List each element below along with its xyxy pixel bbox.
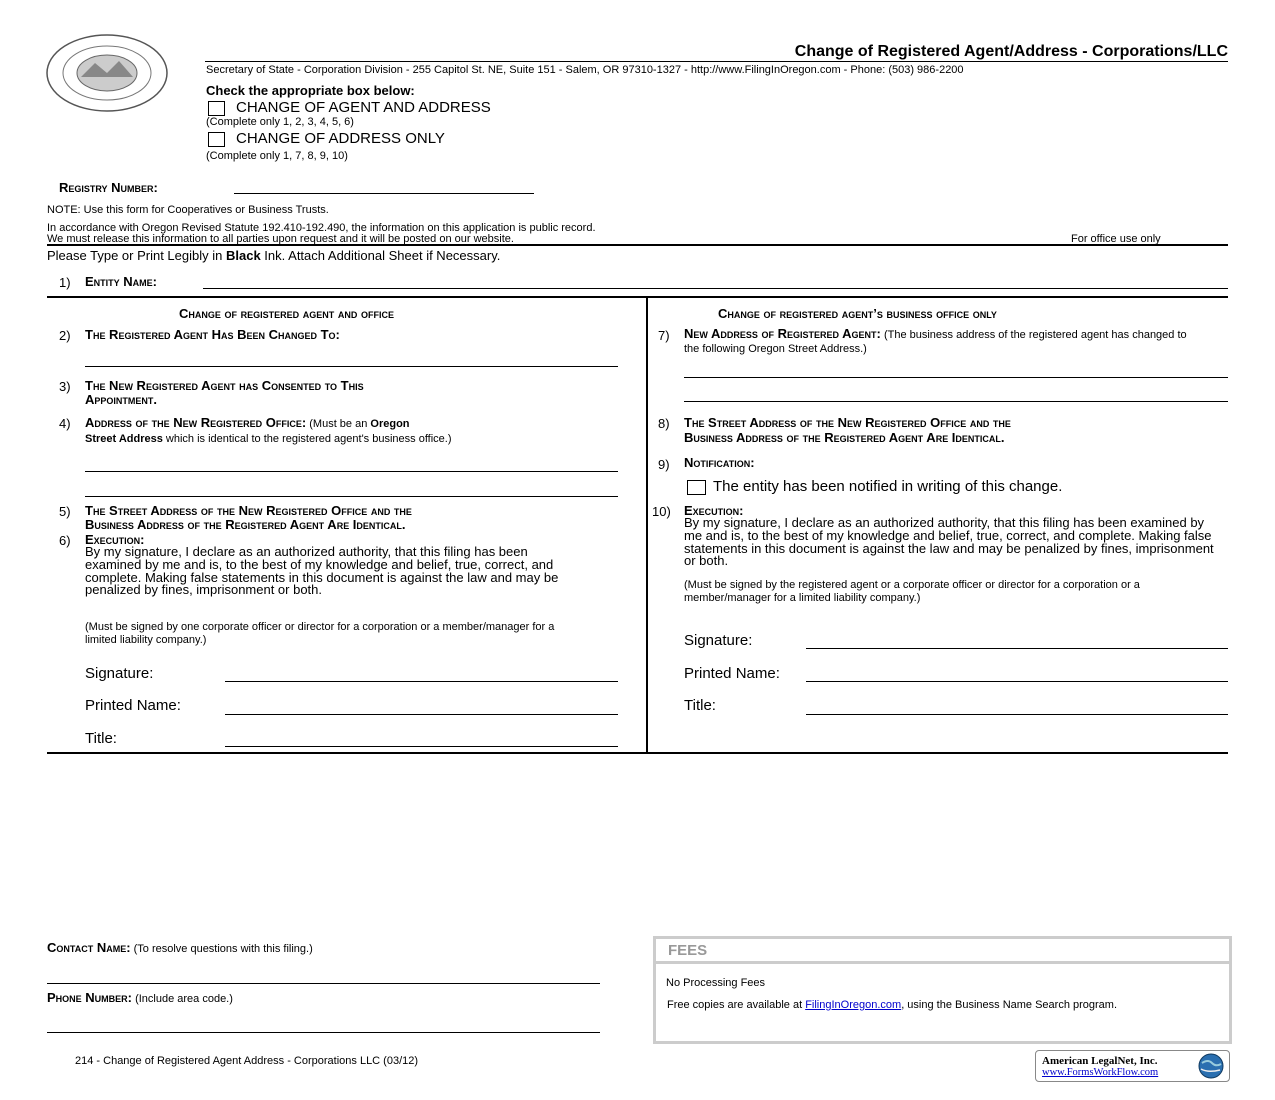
item-8-label-b: Business Address of the Registered Agent Are Identical. xyxy=(684,430,1005,445)
form-title: Change of Registered Agent/Address - Corporations/LLC xyxy=(794,43,1228,60)
agent-and-address-checkbox[interactable] xyxy=(208,101,225,116)
item-4-num: 4) xyxy=(59,416,71,431)
item-2-label: The Registered Agent Has Been Changed To: xyxy=(85,327,340,342)
public-record-line1: In accordance with Oregon Revised Statute 192.410-192.490, the information on this application is public record. xyxy=(47,222,596,234)
item-3-num: 3) xyxy=(59,379,71,394)
instructions: Please Type or Print Legibly in Black Ink. Attach Additional Sheet if Necessary. xyxy=(47,248,501,263)
item-6-num: 6) xyxy=(59,533,71,548)
left-printed-name-label: Printed Name: xyxy=(85,697,181,714)
item-10-label: Execution: xyxy=(684,503,744,518)
right-heading: Change of registered agent’s business office only xyxy=(718,306,997,321)
item-8-num: 8) xyxy=(658,416,670,431)
contact-name-label: Contact Name: (To resolve questions with this filing.) xyxy=(47,940,313,955)
form-id: 214 - Change of Registered Agent Address - Corporations LLC (03/12) xyxy=(75,1055,419,1067)
agent-and-address-note: (Complete only 1, 2, 3, 4, 5, 6) xyxy=(206,116,354,128)
item-9-label: Notification: xyxy=(684,455,755,470)
item-5-label-a: The Street Address of the New Registered Office and the xyxy=(85,503,412,518)
item-7-num: 7) xyxy=(658,328,670,343)
fees-heading: FEES xyxy=(668,942,708,959)
filing-in-oregon-link[interactable]: FilingInOregon.com xyxy=(805,999,902,1011)
entity-name-label: Entity Name: xyxy=(85,274,157,289)
new-agent-address-field-2[interactable] xyxy=(684,401,1228,402)
check-instruction: Check the appropriate box below: xyxy=(206,83,415,98)
state-seal xyxy=(45,33,170,113)
address-only-label: CHANGE OF ADDRESS ONLY xyxy=(236,130,445,147)
phone-number-field[interactable] xyxy=(47,1032,600,1033)
right-title-label: Title: xyxy=(684,697,716,714)
item-3-label-a: The New Registered Agent has Consented to This xyxy=(85,378,364,393)
fees-line1: No Processing Fees xyxy=(666,977,766,989)
registry-number-label: Registry Number: xyxy=(59,180,158,195)
agent-and-address-label: CHANGE OF AGENT AND ADDRESS xyxy=(236,99,491,116)
registry-number-field[interactable] xyxy=(234,193,534,194)
left-printed-name-field[interactable] xyxy=(225,714,618,715)
item-6-label: Execution: xyxy=(85,532,145,547)
cooperatives-note: NOTE: Use this form for Cooperatives or Business Trusts. xyxy=(47,204,329,216)
left-signature-field[interactable] xyxy=(225,681,618,682)
fees-line2: Free copies are available at FilingInOregon.com, using the Business Name Search program. xyxy=(667,999,1118,1011)
logo-url: www.FormsWorkFlow.com xyxy=(1042,1067,1159,1078)
notification-text: The entity has been notified in writing of this change. xyxy=(713,478,1063,495)
item-7-label: New Address of Registered Agent: (The business address of the registered agent has changed to the following Oregon Street Address.) xyxy=(684,326,1187,355)
address-only-checkbox[interactable] xyxy=(208,132,225,147)
fees-box xyxy=(653,936,1232,1044)
agency-address: Secretary of State - Corporation Division - 255 Capitol St. NE, Suite 151 - Salem, OR 97310-1327 - http://www.FilingInOregon.com - Phone: (503) 986-2200 xyxy=(206,64,964,76)
right-signature-field[interactable] xyxy=(806,648,1228,649)
new-agent-field[interactable] xyxy=(85,366,618,367)
right-signature-label: Signature: xyxy=(684,632,753,649)
new-office-field-1[interactable] xyxy=(85,471,618,472)
item-5-label-b: Business Address of the Registered Agent Are Identical. xyxy=(85,517,406,532)
left-heading: Change of registered agent and office xyxy=(179,306,394,321)
right-printed-name-field[interactable] xyxy=(806,681,1228,682)
left-signature-label: Signature: xyxy=(85,665,154,682)
logo-name: American LegalNet, Inc. xyxy=(1042,1055,1158,1067)
address-only-note: (Complete only 1, 7, 8, 9, 10) xyxy=(206,150,348,162)
item-4-label: Address of the New Registered Office: (Must be an Oregon Street Address which is identical to the registered agent's business office.) xyxy=(85,415,452,445)
left-sign-note: (Must be signed by one corporate officer or director for a corporation or a member/manager for a limited liability company.) xyxy=(85,621,555,646)
entity-num: 1) xyxy=(59,275,71,290)
right-execution-text: By my signature, I declare as an authorized authority, that this filing has been examined by me and is, to the best of my knowledge and belief, true, correct, and complete. Making false statements in this document is against the law and may be penalized by fines, imprisonment or both. xyxy=(684,515,1214,569)
right-printed-name-label: Printed Name: xyxy=(684,665,780,682)
notification-checkbox[interactable] xyxy=(687,480,706,495)
item-2-num: 2) xyxy=(59,328,71,343)
public-record-line2: We must release this information to all parties upon request and it will be posted on our website. xyxy=(47,233,514,245)
item-5-num: 5) xyxy=(59,504,71,519)
new-office-field-2[interactable] xyxy=(85,496,618,497)
right-title-field[interactable] xyxy=(806,714,1228,715)
phone-number-label: Phone Number: (Include area code.) xyxy=(47,990,233,1005)
item-9-num: 9) xyxy=(658,457,670,472)
item-10-num: 10) xyxy=(652,504,671,519)
item-8-label-a: The Street Address of the New Registered Office and the xyxy=(684,415,1011,430)
new-agent-address-field-1[interactable] xyxy=(684,377,1228,378)
item-3-label-b: Appointment. xyxy=(85,392,158,407)
american-legalnet-logo[interactable] xyxy=(1035,1050,1230,1082)
contact-name-field[interactable] xyxy=(47,983,600,984)
left-title-label: Title: xyxy=(85,730,117,747)
left-title-field[interactable] xyxy=(225,746,618,747)
office-use-label: For office use only xyxy=(1071,233,1161,245)
entity-name-field[interactable] xyxy=(203,288,1228,289)
right-sign-note: (Must be signed by the registered agent or a corporate officer or director for a corporation or a member/manager for a limited liability company.) xyxy=(684,579,1140,604)
globe-icon xyxy=(1196,1053,1226,1079)
left-execution-text: By my signature, I declare as an authorized authority, that this filing has been examined by me and is, to the best of my knowledge and belief, true, correct, and complete. Making false statements in this document is against the law and may be penalized by fines, imprisonment or both. xyxy=(85,544,559,598)
